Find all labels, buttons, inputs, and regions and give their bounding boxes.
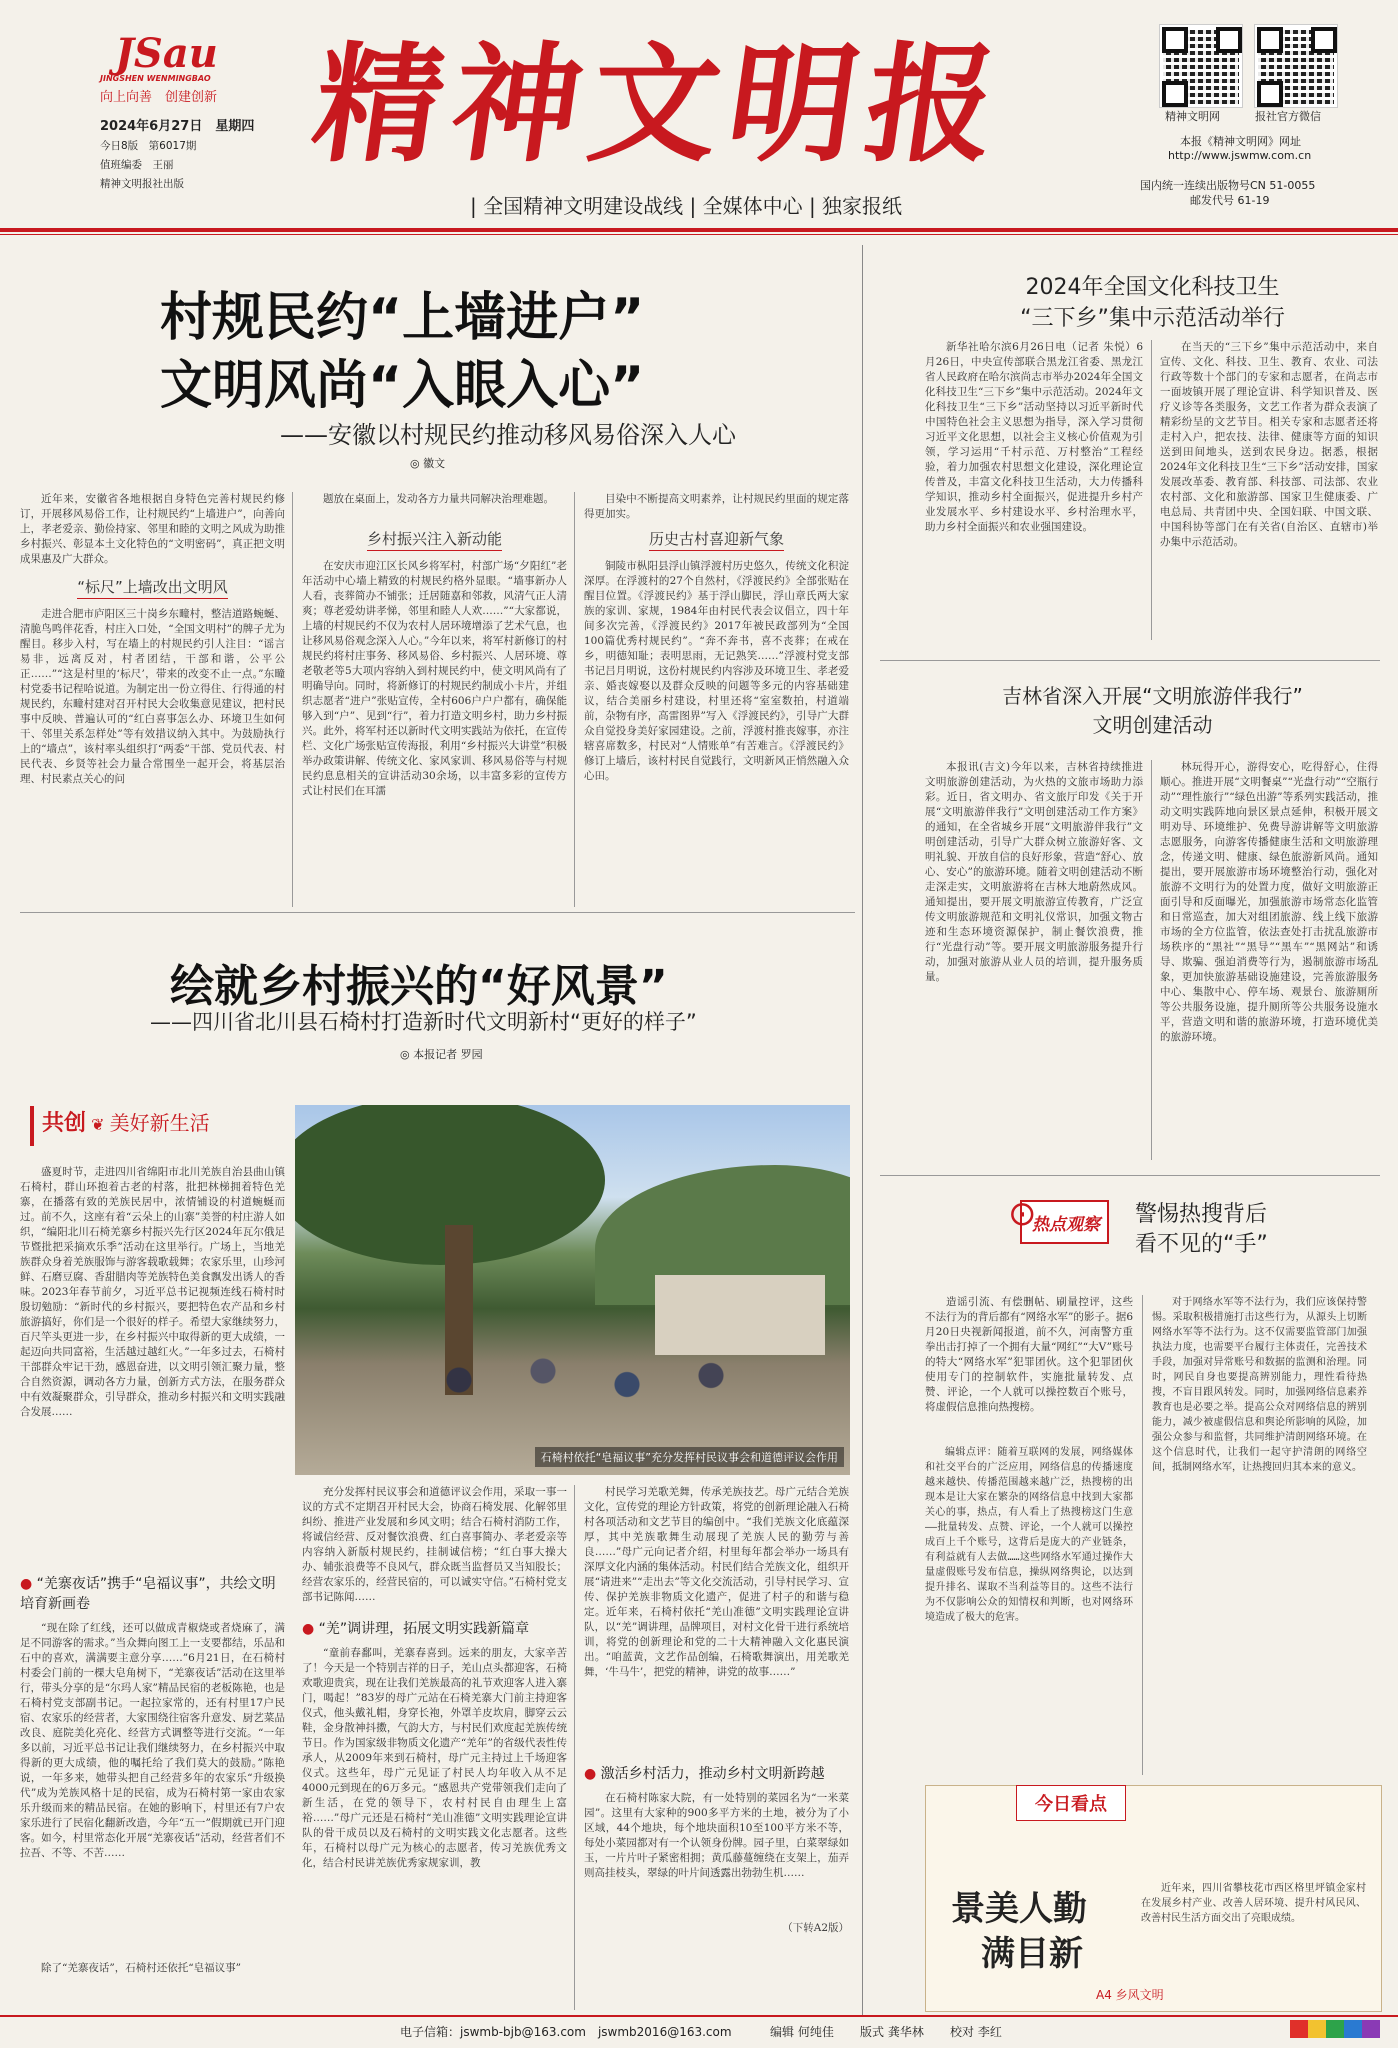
cn-code: 国内统一连续出版物号CN 51-0055 bbox=[1140, 179, 1316, 192]
second-col2 bbox=[302, 1485, 567, 2010]
lead-title-line1: 村规民约“上墙进户” bbox=[160, 288, 645, 348]
color-bar bbox=[1290, 2020, 1380, 2038]
bullet-icon: ● bbox=[584, 1766, 597, 1782]
lead-sec3-text: 铜陵市枞阳县浮山镇浮渡村历史悠久，传统文化积淀深厚。在浮渡村的27个自然村，《浮渡民约》全部张贴在醒目位置。《浮渡民约》基于浮山脚民，浮山章氏两大家族的家训、家规，1984年由村民代表会议倡立，四十年间多次完善，《浮渡民约》2017年被民政部列为“全国100篇优秀村规民约”。“奔不奔书，喜不丧葬；在戒在乡，明德知耻；表明思雨，无记熟笑……”浮渡村党支部书记吕月明说，这份村规民约内容涉及环境卫生、孝老爱亲、婚丧嫁娶以及群众反映的问题等多元的内容基础建议，结合美丽乡村建设，村里还将“室室数拍，村道端前，杂物有序，高雷图界”写入《浮渡民约》，引导广大群众自觉投身美好家园建设。之前，浮渡村推丧嫁事，亦注辖喜席数多，村民对“人情账单”有苦难言。《浮渡民约》修订上墙后，该村村民自觉践行，文明新风正悄然融入众心田。 bbox=[584, 560, 849, 782]
footer-rule bbox=[0, 2015, 1398, 2017]
section-rule bbox=[880, 1175, 1380, 1176]
second-sec3-text: 在石椅村陈家大院，有一处特别的菜园名为“一米菜园”。这里有大家种的900多平方米的土地，被分为了小区域，44个地块，每个地块面积10至100平方米不等，每处小菜园都对有一个认领身份牌。园子里，白菜翠绿如玉，一片片叶子紧密相拥；黄瓜藤蔓缠绕在支架上，茄弄则高挂枝头，翠绿的叶片间透露出勃勃生机…… bbox=[584, 1792, 849, 1879]
newspaper-logo bbox=[100, 30, 218, 110]
right-article-2 bbox=[925, 680, 1380, 1170]
qr1-label: 精神文明网 bbox=[1165, 110, 1220, 123]
footer-designer: 版式 龚华林 bbox=[860, 2025, 924, 2039]
r3-title-line1: 警惕热搜背后 bbox=[1135, 1202, 1268, 1227]
second-byline: ◎ 本报记者 罗园 bbox=[400, 1048, 483, 1061]
people-group bbox=[375, 1335, 795, 1425]
r4-text: 近年来，四川省攀枝花市西区格里坪镇金家村在发展乡村产业、改善人居环境、提升村风民风、改善村民生活方面交出了亮眼成绩。 bbox=[1141, 1883, 1366, 1924]
masthead-nav bbox=[470, 190, 902, 219]
lead-sec2-title: 乡村振兴注入新动能 bbox=[367, 530, 502, 551]
masthead bbox=[0, 0, 1398, 240]
column-tag bbox=[30, 1106, 262, 1146]
second-col1-tail: 除了“羌寨夜话”，石椅村还依托“皂福议事” bbox=[41, 1962, 241, 1974]
col-divider bbox=[574, 492, 575, 907]
r1-title-line2: “三下乡”集中示范活动举行 bbox=[1020, 306, 1285, 331]
logo-en: JINGSHEN WENMINGBAO bbox=[100, 74, 211, 83]
col-divider bbox=[1142, 1295, 1143, 1775]
qr-website[interactable] bbox=[1160, 25, 1240, 105]
second-subtitle: ——四川省北川县石椅村打造新时代文明新村“更好的样子” bbox=[150, 1010, 697, 1034]
site-label: 本报《精神文明网》网址 bbox=[1180, 135, 1301, 148]
qr2-label: 报社官方微信 bbox=[1255, 110, 1321, 123]
site-url[interactable]: http://www.jswmw.com.cn bbox=[1168, 149, 1312, 162]
today-badge: 今日看点 bbox=[1016, 1785, 1126, 1821]
lead-col2 bbox=[302, 492, 567, 907]
second-sec1-title: ● “羌寨夜话”携手“皂福议事”，共绘文明培育新画卷 bbox=[20, 1576, 276, 1612]
bullet-icon: ● bbox=[302, 1621, 315, 1637]
bullet-icon: ● bbox=[20, 1576, 33, 1592]
second-sec2-text: “童前春鄱叫，羌寨春喜到。远来的朋友，大家辛苦了！今天是一个特别吉祥的日子，羌山点头都迎客，石椅欢歌迎贵宾，现在让我们羌族最高的礼节欢迎客人进入寨门，喝起！”83岁的母广元站在石椅羌寨大门前主持迎客仪式，他头戴礼帽，身穿长袍，外罩羊皮坎肩，脚穿云云鞋，金身散神抖擞，气韵大方，与村民们欢度起羌族传统节日。作为国家级非物质文化遗产“羌年”的省级代表性传承人，从2009年来到石椅村，母广元主持过上千场迎客仪式。这些年，母广元见证了村民人均年收入从不足4000元到现在的6万多元。“感恩共产党带领我们走向了新生活，在党的领导下，农村村民自由理生上富裕……”母广元还是石椅村“羌山准德”文明实践理论宣讲队的骨干成员以及石椅村的文明实践文化志愿者。这些年，石椅村以母广元为核心的志愿者，传习羌族优秀文化，结合村民讲羌族优秀家规家训，教 bbox=[302, 1647, 567, 1869]
col-divider bbox=[1151, 340, 1152, 640]
r4-footer[interactable]: A4 乡风文明 bbox=[1096, 1988, 1164, 2002]
section-rule bbox=[20, 912, 855, 913]
col-divider bbox=[292, 492, 293, 907]
lead-sec3-title: 历史古村喜迎新气象 bbox=[649, 530, 784, 551]
r2-col1: 本报讯(吉文)今年以来，吉林省持续推进文明旅游创建活动，为火热的文旅市场助力添彩。近日，省文明办、省文旅厅印发《关于开展“文明旅游伴我行”文明创建活动工作方案》的通知，在全省城乡开展“文明旅游伴我行”文明创建活动，引导广大群众树立旅游好客、文明礼貌、开放自信的良好形象，营造“舒心、放心、安心”的旅游环境。随着文明创建活动不断走深走实，文明旅游将在吉林大地蔚然成风。通知提出，要开展文明旅游宣传教育，广泛宣传文明旅游规范和文明礼仪常识，加强文物古迹和生态环境资源保护，制止餐饮浪费，推行“光盘行动”等。要开展文明旅游服务提升行动，加强对旅游从业人员的培训，提升服务质量。 bbox=[925, 761, 1143, 983]
lead-col3-top: 目染中不断提高文明素养，让村规民约里面的规定落得更加实。 bbox=[584, 493, 849, 520]
masthead-rule bbox=[0, 228, 1398, 232]
footer-email[interactable]: 电子信箱：jswmb-bjb@163.com jswmb2016@163.com bbox=[400, 2025, 732, 2039]
village-photo bbox=[295, 1105, 850, 1475]
tag-secondary: 美好新生活 bbox=[109, 1111, 210, 1135]
nav-divider: | bbox=[689, 194, 697, 218]
second-article bbox=[20, 920, 855, 2015]
magnifier-icon: ⊙ bbox=[1008, 1194, 1037, 1234]
newspaper-title: 精神文明报 bbox=[304, 30, 1016, 180]
lead-article bbox=[20, 245, 855, 910]
lead-title-line2: 文明风尚“入眼入心” bbox=[160, 356, 645, 416]
nav-divider: | bbox=[808, 194, 816, 218]
lead-subtitle: ——安徽以村规民约推动移风易俗深入人心 bbox=[280, 421, 736, 449]
second-sec3-title: ● 激活乡村活力，推动乡村文明新跨越 bbox=[584, 1766, 825, 1782]
r4-title-line2: 满目新 bbox=[981, 1934, 1083, 1974]
lead-intro: 近年来，安徽省各地根据自身特色完善村规民约修订，开展移风易俗工作，让村规民约“上墙进户”，向善向上，孝老爱亲、勤俭持家、邻里和睦的文明之风成为助推乡村振兴、彰显本土文化特色的“文明密码”，真正把文明成果惠及广大群众。 bbox=[20, 493, 285, 565]
lead-col2-top: 题放在桌面上，发动各方力量共同解决治理难题。 bbox=[323, 493, 554, 505]
slogan: 向上向善 创建创新 bbox=[100, 90, 218, 105]
publisher: 精神文明报社出版 bbox=[100, 178, 184, 190]
lead-sec1-title: “标尺”上墙改出文明风 bbox=[77, 578, 228, 599]
r3-comment: 编辑点评：随着互联网的发展，网络媒体和社交平台的广泛应用，网络信息的传播速度越来越快、传播范围越来越广泛，热搜榜的出现本是让大家在繁杂的网络信息中找到大家都关心的事，热点，有人看上了热搜榜这门生意——批量转发、点赞、评论，一个人就可以操控成百上千个账号，这背后是庞大的产业链条，有利益就有人去做……这些网络水军通过操作大量虚假账号发布信息，操纵网络舆论，以达到提升排名、谋取不当利益等目的。这些不法行为不仅影响公众的知情权和判断，也对网络环境造成了极大的危害。 bbox=[925, 1447, 1133, 1623]
right-article-3 bbox=[880, 1185, 1380, 1785]
second-col1 bbox=[20, 1165, 285, 2010]
second-col3 bbox=[584, 1485, 849, 2010]
nav-item-exclusive[interactable]: 独家报纸 bbox=[822, 194, 903, 218]
lead-byline: ◎ 徽文 bbox=[410, 457, 446, 470]
leaf-icon: ❦ bbox=[91, 1115, 105, 1134]
lead-sec2-text: 在安庆市迎江区长风乡将军村，村部广场“夕阳红”老年活动中心墙上精致的村规民约格外显眼。“墙事新办人人看，丧葬简办不铺张；迁居随嘉和邻救，风清气正人清爽；尊老爱幼讲孝悌，邻里和睦人人欢……”“大家都说，上墙的村规民约不仅为农村人居环境增添了艺术气息，也让移风易俗观念深入人心。”今年以来，将军村新修订的村规民约将村庄事务、移风易俗、乡村振兴、人居环境、尊老敬老等5大项内容纳入到村规民约中，使文明风尚有了明确导向。同时，将新修订的村规民约制成小卡片，并组织志愿者“进户”张贴宣传，全村606户户户都有，确保能够入到“户”、见到“行”，着力打造文明乡村，助力乡村振兴。此外，将军村还以新时代文明实践站为依托，在宣传栏、文化广场张贴宣传海报，利用“乡村振兴大讲堂”积极举办政策讲解、传统文化、家风家训、移风易俗等与村规民约息息相关的宣讲活动30余场，以丰富多彩的宣传方式让村民们在耳濡 bbox=[302, 560, 567, 797]
second-col2-text: 充分发挥村民议事会和道德评议会作用，采取一事一议的方式不定期召开村民大会，协商石椅发展、化解邻里纠纷、推进产业发展和乡风文明；结合石椅村消防工作，将诚信经营、反对餐饮浪费、红白喜事简办、孝老爱亲等内容纳入新版村规民约，挂制诚信榜；“红白事大操大办、辅张浪费等不良风气，群众既当监督员又当知股长；经营农家乐的，经营民宿的，可以诚实守信。”石椅村党支部书记陈闻…… bbox=[302, 1486, 567, 1603]
r3-title-line2: 看不见的“手” bbox=[1135, 1232, 1268, 1257]
photo-caption: 石椅村依托“皂福议事”充分发挥村民议事会和道德评议会作用 bbox=[535, 1447, 844, 1467]
nav-divider: | bbox=[470, 194, 477, 218]
nav-item-media[interactable]: 全媒体中心 bbox=[702, 194, 803, 218]
edition-info: 今日8版 第6017期 bbox=[100, 140, 197, 152]
issue-date: 2024年6月27日 星期四 bbox=[100, 119, 255, 134]
right-article-1 bbox=[925, 270, 1380, 650]
second-sec1-text: “现在除了红线，还可以做成青椒烧或者烧麻了，满足不同游客的需求。”当众舞向图工上一支要都结，乐品和石中的喜欢，满满要主意分享……”6月21日，在石椅村村委会门前的一棵大皂角树下，“羌寨夜话”活动在这里举行，带头分享的是“尔玛人家”精品民宿的老板陈艳，也是石椅村党支部副书记。一起拉家常的，还有村里17户民宿、农家乐的经营者，大家围绕往宿客升意发、厨艺菜品改良、庭院美化亮化、经营方式调整等进行交流。“一年多以前，习近平总书记让我们继续努力，在乡村振兴中取得新的更大成绩，他的嘱托给了我们莫大的鼓励。”陈艳说，一年多来，她带头把自己经营多年的农家乐“升级换代”成为羌族风格十足的民宿，成为石椅村第一家由农家乐升级而来的精品民宿。在她的影响下，村里还有7户农家乐进行了民宿化翻新改造，今年“五一”假期就已开门迎客。如今，村里常态化开展“羌寨夜话”活动，经营者们不拉吾、不等、不苦…… bbox=[20, 1622, 285, 1859]
editor-on-duty: 值班编委 王丽 bbox=[100, 159, 174, 171]
lead-col3 bbox=[584, 492, 849, 907]
second-col1-intro: 盛夏时节，走进四川省绵阳市北川羌族自治县曲山镇石椅村，群山环抱着古老的村落，批把林梯拥着特色羌寨，在播落有致的羌族民居中，浓情铺设的村道蜿蜒而过。前不久，这座有着“云朵上的山寨”美誉的村庄游人如织，“编阳北川石椅羌寨乡村振兴先行区2024年瓦尔俄足节暨批把采摘欢乐季”活动在这里举行。广场上，当地羌族群众身着羌族服饰与游客载歌载舞；农家乐里，山珍河鲜、石磨豆腐、香甜腊肉等羌族特色美食飘发出诱人的香味。2023年春节前夕，习近平总书记视频连线石椅村时殷切勉励：“新时代的乡村振兴，要把特色农产品和乡村旅游搞好，你们是一个很好的样子。希望大家继续努力，百尺竿头更进一步，在乡村振兴中取得新的更大成绩，一起迈向共同富裕，生活越过越红火。”一年多过去，石椅村干部群众牢记干劲，感恩奋进，以文明引领汇聚力量，整合自然资源，调动各方力量，创新方式方法，在服务群众中有效凝聚群众，引导群众，推动乡村振兴和文明实践融合发展…… bbox=[20, 1166, 285, 1418]
tag-primary: 共创 bbox=[42, 1111, 87, 1136]
r1-col2: 在当天的“三下乡”集中示范活动中，来自宣传、文化、科技、卫生、教育、农业、司法行政等数十个部门的专家和志愿者，在尚志市一面坡镇开展了理论宣讲、科学知识普及、医疗义诊等各类服务，文艺工作者为群众表演了精彩纷呈的文艺节目。相关专家和志愿者还将走村入户，把农技、法律、健康等方面的知识送到田间地头，送到农民身边。据悉，根据2024年文化科技卫生“三下乡”活动安排，国家发展改革委、教育部、科技部、司法部、农业农村部、文化和旅游部、国家卫生健康委、广电总局、共青团中央、全国妇联、中国文联、中国科协等部门在有关省(自治区、直辖市)举办集中示范活动。 bbox=[1160, 341, 1378, 548]
logo-mark: JSau bbox=[115, 30, 218, 77]
right-article-4 bbox=[925, 1785, 1382, 2012]
footer-editor: 编辑 何纯佳 bbox=[770, 2025, 834, 2039]
section-rule bbox=[880, 660, 1380, 661]
col-divider bbox=[1151, 760, 1152, 1160]
lead-sec1-text: 走进合肥市庐阳区三十岗乡东疃村，整洁道路蜿蜒、清脆鸟鸣伴花香，村庄入口处，“全国文明村”的牌子尤为醒目。移步入村，写在墙上的村规民约引人注目：“谣言易非，远离反对，村者团结，干部和谐，公平公正……”“这是村里的‘标尺’，带来的改变不止一点。”东疃村党委书记程哈说道。为制定出一份立得住、行得通的村规民约，东疃村建对召开村民大会收集意见建议，把村民事中反映、普遍认可的“红白喜事怎么办、环境卫生如何干、邻里关系怎样处”等有效措议纳入其中。为鼓励执行上的“墙点”，该村率头组织打“两委”干部、党员代表、村民代表、乡贤等社会力量合常围坐一起开会，将基层治理、村民素点关心的问 bbox=[20, 608, 285, 785]
r4-title-line1: 景美人勤 bbox=[951, 1889, 1087, 1929]
continue-note[interactable]: （下转A2版） bbox=[782, 1922, 849, 1934]
r3-col2: 对于网络水军等不法行为，我们应该保持警惕。采取积极措施打击这些行为，从源头上切断网络水军等不法行为。这不仅需要监管部门加强执法力度，也需要平台履行主体责任，完善技术手段，加强对异常账号和数据的监测和治理。同时，网民自身也要提高辨别能力，理性看待热搜，不盲目跟风转发。同时，加强网络信息素养教育也是必要之举。提高公众对网络信息的辨别能力，减少被虚假信息和舆论所影响的风险，加强公众参与和监督，共同维护清朗网络环境。在这个信息时代，让我们一起守护清朗的网络空间，抵制网络水军，让热搜回归其本来的意义。 bbox=[1152, 1297, 1367, 1473]
date-block bbox=[100, 115, 255, 191]
qr-wechat[interactable] bbox=[1255, 25, 1335, 105]
footer-proof: 校对 李红 bbox=[950, 2025, 1002, 2039]
postal-code: 邮发代号 61-19 bbox=[1190, 194, 1270, 207]
r3-col1 bbox=[925, 1295, 1133, 1775]
r2-title-line1: 吉林省深入开展“文明旅游伴我行” bbox=[1002, 684, 1303, 708]
r2-col2: 林玩得开心，游得安心，吃得舒心，住得顺心。推进开展“文明餐桌”“光盘行动”“空瓶行动”“理性旅行”“绿色出游”等系列实践活动，推动文明实践阵地向景区景点延伸，积极开展文明劝导、环境维护、免费导游讲解等文明旅游志愿服务，向游客传播健康生活和文明旅游理念，传递文明、健康、绿色旅游新风尚。通知提出，要开展旅游市场环境整治行动，强化对旅游不文明行为的处置力度，做好文明旅游正面引导和反面曝光，加强旅游市场常态化监管和日常巡查，加大对组团旅游、线上线下旅游市场的全方位监管，依法查处打击扰乱旅游市场秩序的“黑社”“黑导”“黑车”“黑网站”和诱导、欺骗、强迫消费等行为，遏制旅游市场乱象，更加快旅游基础设施建设，完善旅游服务中心、集散中心、停车场、观景台、旅游厕所等公共服务设施，提升厕所等公共服务设施水平，营造文明和谐的旅游环境，打造环境优美的旅游环境。 bbox=[1160, 761, 1378, 1043]
masthead-rule-thin bbox=[0, 234, 1398, 235]
hotspot-badge-text: 热点观察 bbox=[1032, 1215, 1100, 1235]
col-divider bbox=[574, 1485, 575, 2010]
r3-lead-text: 造谣引流、有偿删帖、刷量控评，这些不法行为的背后都有“网络水军”的影子。据6月20日央视新闻报道，前不久，河南警方重拳出击打掉了一个拥有大量“网红”“大V”账号的特大“网络水军”犯罪团伙。这个犯罪团伙使用专门的控制软件，实施批量转发、点赞、评论，一个人就可以操控数百个账号，将虚假信息推向热搜榜。 bbox=[925, 1296, 1133, 1413]
lead-col1 bbox=[20, 492, 285, 907]
second-title: 绘就乡村振兴的“好风景” bbox=[170, 961, 668, 1012]
second-col3-text: 村民学习羌歌羌舞，传承羌族技艺。母广元结合羌族文化，宣传党的理论方针政策，将党的创新理论融入石椅村各项活动和文艺节目的编创中。“我们羌族文化底蕴深厚，其中羌族歌舞生动展现了羌族人民的勤劳与善良……”母广元向记者介绍，村里每年都会举办一场具有深厚文化内涵的集体活动。村民们结合羌族文化，组织开展“请进来”“走出去”等文化交流活动，引导村民学习、宣传、保护羌族非物质文化遗产，促进了村子的和谐与稳定。近年来，石椅村依托“羌山准德”文明实践理论宣讲队，以“羌”调讲理，品牌项目，对村文化骨干进行系统培训，将党的创新理论和党的二十大精神融入文化惠民演出。“咱蓝黄，文艺作品创编，石椅歌舞演出，用羌歌羌舞，‘牛马牛’，把党的精神，讲党的故事……” bbox=[584, 1486, 849, 1678]
second-sec2-title: ● “羌”调讲理，拓展文明实践新篇章 bbox=[302, 1621, 530, 1637]
r1-title-line1: 2024年全国文化科技卫生 bbox=[1025, 275, 1280, 300]
main-column-divider bbox=[862, 245, 863, 2015]
hotspot-badge bbox=[1008, 1194, 1109, 1244]
r1-col1: 新华社哈尔滨6月26日电（记者 朱悦）6月26日，中央宣传部联合黑龙江省委、黑龙江省人民政府在哈尔滨尚志市举办2024年全国文化科技卫生“三下乡”集中示范活动。2024年文化科技卫生“三下乡”活动坚持以习近平新时代中国特色社会主义思想为指导，深入学习贯彻习近平文化思想，以社会主义核心价值观为引领，学习运用“千村示范、万村整治”工程经验，着力加强农村思想文化建设，深化理论宣传普及，丰富文化科技卫生活动，大力传播科学知识，推动乡村全面振兴，促进提升乡村产业发展水平、乡村建设水平、乡村治理水平，助力乡村全面振兴和农业强国建设。 bbox=[925, 341, 1143, 533]
nav-item-spirit[interactable]: 全国精神文明建设战线 bbox=[483, 194, 684, 218]
r2-title-line2: 文明创建活动 bbox=[1092, 713, 1213, 737]
